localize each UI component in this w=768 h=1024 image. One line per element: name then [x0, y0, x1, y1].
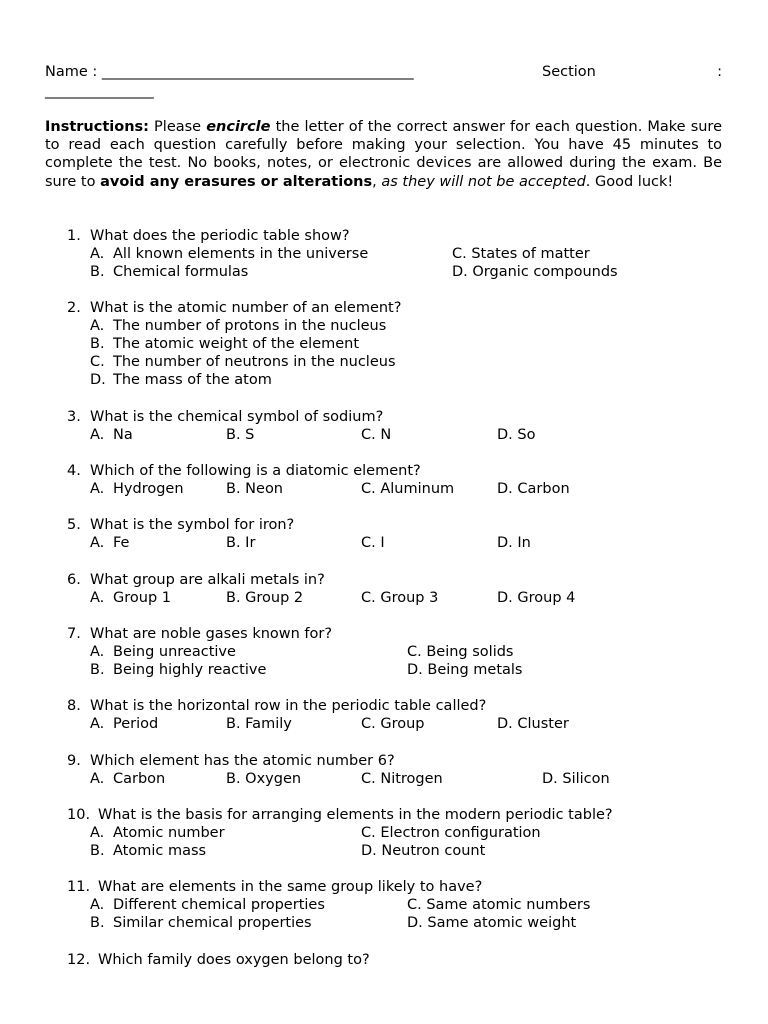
question-number: 11. — [67, 879, 91, 895]
option-c[interactable] — [407, 643, 514, 661]
option-c[interactable] — [407, 896, 590, 914]
option-text: Group 2 — [245, 590, 304, 606]
question-text: What are elements in the same group likely to have? — [98, 879, 483, 895]
option-text: The atomic weight of the element — [113, 336, 360, 352]
option-letter: A. — [90, 535, 105, 551]
option-letter: D. — [361, 843, 377, 859]
option-text: Electron configuration — [380, 825, 541, 841]
instructions-warning: avoid any erasures or alterations — [100, 173, 373, 190]
header-row — [45, 64, 722, 84]
option-c[interactable] — [90, 353, 396, 371]
instructions — [45, 118, 722, 191]
option-text: Being unreactive — [113, 644, 236, 660]
option-b[interactable] — [226, 589, 303, 607]
option-text: Similar chemical properties — [113, 915, 312, 931]
option-c[interactable] — [361, 715, 425, 733]
option-a[interactable] — [90, 245, 368, 263]
question-text: What is the chemical symbol of sodium? — [90, 409, 384, 425]
option-letter: C. — [407, 897, 422, 913]
option-text: N — [380, 427, 392, 443]
option-text: Neon — [245, 481, 284, 497]
option-b[interactable] — [90, 914, 312, 932]
option-text: In — [517, 535, 531, 551]
question-number: 4. — [67, 463, 81, 479]
question-number: 3. — [67, 409, 81, 425]
option-letter: C. — [361, 481, 376, 497]
option-text: Fe — [113, 535, 130, 551]
option-a[interactable] — [90, 317, 386, 335]
option-text: I — [380, 535, 385, 551]
question-text: Which of the following is a diatomic element? — [90, 463, 421, 479]
option-c[interactable] — [361, 426, 391, 444]
option-b[interactable] — [226, 480, 283, 498]
option-a[interactable] — [90, 896, 325, 914]
option-text: Oxygen — [245, 771, 302, 787]
option-letter: B. — [90, 336, 105, 352]
option-text: S — [245, 427, 255, 443]
option-text: The mass of the atom — [113, 372, 272, 388]
option-d[interactable] — [497, 480, 570, 498]
section-blank: _______________ — [45, 83, 154, 99]
option-letter: B. — [226, 590, 241, 606]
instructions-text-4: . Good luck! — [585, 173, 674, 190]
option-letter: A. — [90, 246, 105, 262]
option-text: Na — [113, 427, 133, 443]
option-letter: D. — [497, 590, 513, 606]
instructions-encircle: encircle — [206, 119, 271, 135]
option-text: Nitrogen — [380, 771, 443, 787]
option-d[interactable] — [497, 534, 531, 552]
option-letter: C. — [361, 590, 376, 606]
option-text: Group 3 — [380, 590, 439, 606]
instructions-text-3: , — [372, 173, 382, 190]
option-letter: A. — [90, 897, 105, 913]
option-d[interactable] — [407, 661, 523, 679]
option-c[interactable] — [361, 589, 438, 607]
option-letter: D. — [407, 662, 423, 678]
question-text: What is the horizontal row in the periodic table called? — [90, 698, 487, 714]
option-text: Organic compounds — [472, 264, 618, 280]
option-c[interactable] — [361, 534, 385, 552]
option-letter: C. — [361, 771, 376, 787]
option-text: Same atomic weight — [427, 915, 577, 931]
option-letter: B. — [226, 535, 241, 551]
option-letter: D. — [407, 915, 423, 931]
option-letter: C. — [361, 825, 376, 841]
option-text: Group 1 — [113, 590, 171, 606]
option-letter: D. — [90, 372, 106, 388]
question-number: 8. — [67, 698, 81, 714]
option-b[interactable] — [226, 770, 301, 788]
option-letter: B. — [90, 915, 105, 931]
option-c[interactable] — [361, 770, 443, 788]
option-text: All known elements in the universe — [113, 246, 369, 262]
option-text: Atomic mass — [113, 843, 207, 859]
option-letter: D. — [497, 535, 513, 551]
name-field — [45, 64, 414, 80]
option-d[interactable] — [497, 589, 575, 607]
option-letter: D. — [497, 716, 513, 732]
option-a[interactable] — [90, 534, 129, 552]
option-letter: D. — [497, 481, 513, 497]
option-letter: D. — [497, 427, 513, 443]
option-d[interactable] — [361, 842, 485, 860]
option-letter: C. — [452, 246, 467, 262]
option-d[interactable] — [497, 715, 569, 733]
instructions-italic: as they will not be accepted — [381, 173, 586, 190]
question-text: What does the periodic table show? — [90, 228, 350, 244]
question-number: 10. — [67, 807, 91, 823]
option-d[interactable] — [542, 770, 610, 788]
question-text: What is the symbol for iron? — [90, 517, 295, 533]
option-letter: C. — [361, 427, 376, 443]
option-text: Neutron count — [381, 843, 486, 859]
option-letter: B. — [90, 662, 105, 678]
option-text: Aluminum — [380, 481, 455, 497]
option-a[interactable] — [90, 426, 133, 444]
option-a[interactable] — [90, 770, 165, 788]
question-number: 7. — [67, 626, 81, 642]
option-letter: A. — [90, 644, 105, 660]
instructions-lead: Instructions: — [45, 119, 149, 135]
option-letter: D. — [452, 264, 468, 280]
option-d[interactable] — [497, 426, 535, 444]
question-number: 1. — [67, 228, 81, 244]
option-letter: B. — [226, 481, 241, 497]
question-text: What are noble gases known for? — [90, 626, 333, 642]
option-d[interactable] — [407, 914, 576, 932]
question-number: 12. — [67, 952, 91, 968]
option-letter: A. — [90, 481, 105, 497]
option-letter: A. — [90, 825, 105, 841]
option-text: Group 4 — [517, 590, 576, 606]
option-letter: A. — [90, 590, 105, 606]
option-text: Family — [245, 716, 292, 732]
option-text: Being solids — [426, 644, 514, 660]
question-text: Which element has the atomic number 6? — [90, 753, 395, 769]
option-b[interactable] — [226, 426, 254, 444]
name-label: Name : — [45, 64, 98, 80]
option-text: The number of neutrons in the nucleus — [113, 354, 396, 370]
option-letter: C. — [361, 535, 376, 551]
option-text: Same atomic numbers — [426, 897, 591, 913]
option-b[interactable] — [226, 534, 255, 552]
question-text: What is the basis for arranging elements in the modern periodic table? — [98, 807, 613, 823]
question-number: 6. — [67, 572, 81, 588]
option-text: Different chemical properties — [113, 897, 325, 913]
option-letter: D. — [542, 771, 558, 787]
option-text: Cluster — [517, 716, 569, 732]
option-text: The number of protons in the nucleus — [113, 318, 387, 334]
option-letter: C. — [90, 354, 105, 370]
option-a[interactable] — [90, 715, 158, 733]
option-a[interactable] — [90, 589, 171, 607]
section-label: Section — [542, 64, 596, 80]
option-c[interactable] — [452, 245, 590, 263]
question-number: 2. — [67, 300, 81, 316]
option-letter: B. — [226, 771, 241, 787]
option-a[interactable] — [90, 643, 236, 661]
option-letter: B. — [226, 427, 241, 443]
section-colon: : — [717, 64, 722, 80]
option-b[interactable] — [90, 263, 248, 281]
option-letter: A. — [90, 716, 105, 732]
option-text: Carbon — [517, 481, 570, 497]
question-number: 5. — [67, 517, 81, 533]
option-d[interactable] — [452, 263, 618, 281]
option-letter: B. — [90, 264, 105, 280]
option-text: Ir — [245, 535, 256, 551]
option-b[interactable] — [90, 335, 359, 353]
option-letter: A. — [90, 427, 105, 443]
option-text: Chemical formulas — [113, 264, 249, 280]
option-d[interactable] — [90, 371, 272, 389]
option-letter: C. — [407, 644, 422, 660]
option-letter: C. — [361, 716, 376, 732]
option-text: Group — [380, 716, 425, 732]
option-letter: B. — [90, 843, 105, 859]
question-text: Which family does oxygen belong to? — [98, 952, 370, 968]
option-a[interactable] — [90, 824, 225, 842]
option-text: Being highly reactive — [113, 662, 267, 678]
option-text: Period — [113, 716, 159, 732]
instructions-text-1: Please — [148, 119, 207, 135]
option-text: Hydrogen — [113, 481, 184, 497]
instructions-text-2: the letter of the correct answer for each question. Make sure to read each question carefully before making your selection. You have 45 minutes to complete the test. No books, notes, or electronic devices are allowed during the exam. Be sure to — [45, 119, 722, 190]
option-text: Carbon — [113, 771, 166, 787]
option-c[interactable] — [361, 824, 541, 842]
option-b[interactable] — [90, 842, 206, 860]
option-text: So — [517, 427, 536, 443]
option-a[interactable] — [90, 480, 184, 498]
option-text: Being metals — [427, 662, 523, 678]
option-text: States of matter — [471, 246, 590, 262]
option-c[interactable] — [361, 480, 454, 498]
option-letter: A. — [90, 318, 105, 334]
name-blank: ___________________________________________ — [101, 64, 414, 80]
option-letter: B. — [226, 716, 241, 732]
question-text: What is the atomic number of an element? — [90, 300, 402, 316]
option-b[interactable] — [90, 661, 266, 679]
question-number: 9. — [67, 753, 81, 769]
option-letter: A. — [90, 771, 105, 787]
option-b[interactable] — [226, 715, 292, 733]
option-text: Atomic number — [113, 825, 225, 841]
question-text: What group are alkali metals in? — [90, 572, 325, 588]
option-text: Silicon — [562, 771, 610, 787]
